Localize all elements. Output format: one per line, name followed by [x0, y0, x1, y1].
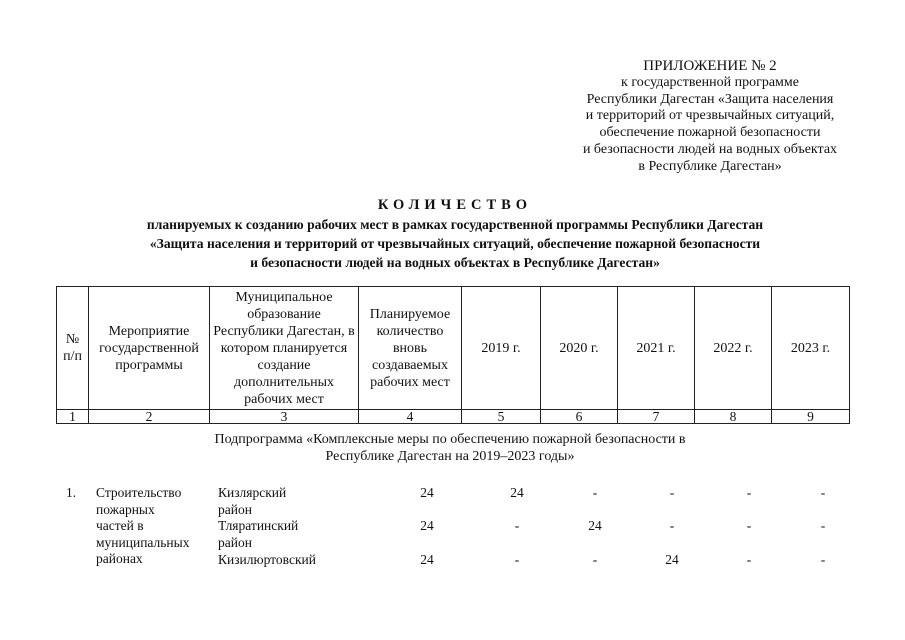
- value-2020: -: [592, 485, 598, 500]
- col-number: 8: [695, 410, 772, 424]
- col-header-2021: 2021 г.: [618, 287, 695, 410]
- value-2019: -: [514, 552, 520, 567]
- planned-total: 24: [420, 518, 434, 533]
- district-name: Кизлярский район: [218, 485, 287, 517]
- value-2019: 24: [510, 485, 524, 500]
- col-number: 3: [210, 410, 359, 424]
- col-header-measure: Мероприятие государственной программы: [89, 287, 210, 410]
- appendix-block: [540, 58, 880, 176]
- col-header-planned: Планируемое количество вновь создаваемых рабочих мест: [359, 287, 462, 410]
- col-header-2020: 2020 г.: [541, 287, 618, 410]
- value-2021: -: [669, 485, 675, 500]
- value-2020: 24: [588, 518, 602, 533]
- measure-line: муниципальных: [96, 534, 190, 550]
- col-number: 1: [57, 410, 89, 424]
- appendix-line: и территорий от чрезвычайных ситуаций,: [585, 108, 835, 124]
- measure-text: [96, 485, 216, 568]
- col-number: 5: [462, 410, 541, 424]
- measure-line: пожарных: [96, 501, 155, 517]
- value-2021: -: [669, 518, 675, 533]
- value-2020: -: [592, 552, 598, 567]
- district-name: Кизилюртовский: [218, 552, 316, 567]
- appendix-line: к государственной программе: [621, 74, 799, 90]
- col-number: 9: [772, 410, 850, 424]
- col-number: 7: [618, 410, 695, 424]
- col-header-2023: 2023 г.: [772, 287, 850, 410]
- col-number: 6: [541, 410, 618, 424]
- measure-line: частей в: [96, 518, 144, 533]
- appendix-line: Республики Дагестан «Защита населения: [586, 91, 834, 107]
- col-number: 4: [359, 410, 462, 424]
- planned-total: 24: [420, 485, 434, 500]
- value-2019: -: [514, 518, 520, 533]
- col-header-municipality: Муниципальное образование Республики Дагестан, в котором планируется создание дополнительных рабочих мест: [210, 287, 359, 410]
- appendix-line: обеспечение пожарной безопасности: [599, 125, 821, 141]
- col-header-2022: 2022 г.: [695, 287, 772, 410]
- heading-line: и безопасности людей на водных объектах в Республике Дагестан»: [250, 255, 660, 270]
- value-2022: -: [746, 518, 752, 533]
- value-2023: -: [820, 552, 826, 567]
- col-number: 2: [89, 410, 210, 424]
- value-2023: -: [820, 518, 826, 533]
- heading-line: планируемых к созданию рабочих мест в рамках государственной программы Республики Дагестан: [146, 217, 764, 232]
- col-header-number: № п/п: [57, 287, 89, 410]
- value-2021: 24: [665, 552, 679, 567]
- planned-total: 24: [420, 552, 434, 567]
- district-name: Тляратинский район: [218, 518, 299, 550]
- value-2022: -: [746, 485, 752, 500]
- measure-line: районах: [96, 551, 143, 566]
- table-number-row: [57, 410, 850, 424]
- appendix-line: в Республике Дагестан»: [638, 158, 782, 174]
- value-2022: -: [746, 552, 752, 567]
- col-header-2019: 2019 г.: [462, 287, 541, 410]
- document-title: КОЛИЧЕСТВО: [377, 197, 533, 213]
- subprogram-line: Подпрограмма «Комплексные меры по обеспечению пожарной безопасности в: [214, 432, 686, 447]
- header-table: [56, 286, 850, 424]
- appendix-line: ПРИЛОЖЕНИЕ № 2: [643, 58, 777, 74]
- table-header-row: [57, 287, 850, 410]
- heading-line: «Защита населения и территорий от чрезвычайных ситуаций, обеспечение пожарной безопасности: [149, 236, 761, 251]
- document-heading: [60, 196, 850, 272]
- subprogram-title: [150, 431, 750, 465]
- appendix-line: и безопасности людей на водных объектах: [582, 141, 838, 157]
- measure-line: Строительство: [96, 485, 182, 500]
- item-number: 1.: [66, 485, 77, 500]
- subprogram-line: Республике Дагестан на 2019–2023 годы»: [325, 449, 575, 464]
- value-2023: -: [820, 485, 826, 500]
